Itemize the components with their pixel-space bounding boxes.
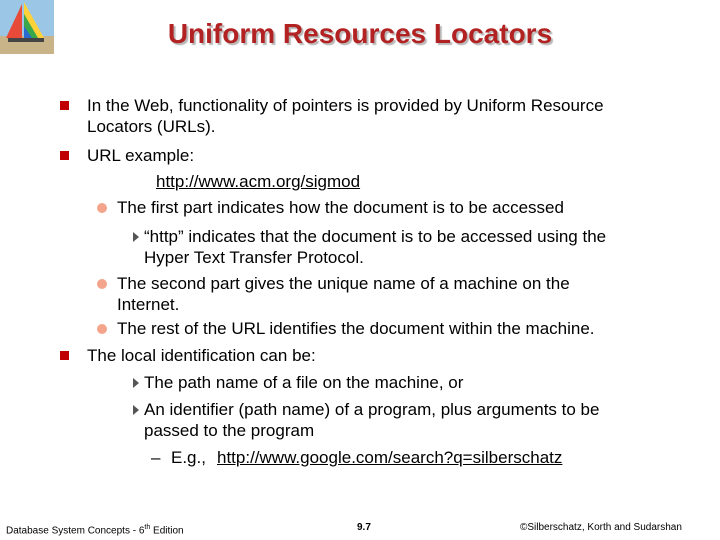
bullet-text: The path name of a file on the machine, or (144, 373, 464, 392)
bullet-text: The local identification can be: (87, 346, 316, 365)
square-bullet-icon (60, 151, 69, 160)
page-title: Uniform Resources Locators (167, 18, 553, 49)
bullet-text: In the Web, functionality of pointers is provided by Uniform Resource (87, 96, 604, 115)
bullet-text: The first part indicates how the document is to be accessed (117, 198, 564, 217)
bullet-text: An identifier (path name) of a program, plus arguments to be (144, 400, 600, 419)
footer-page-number: 9.7 (357, 522, 371, 533)
triangle-bullet-icon (133, 405, 139, 415)
square-bullet-icon (60, 101, 69, 110)
footer-left-sup: th (144, 524, 151, 531)
dash-bullet-icon: – (151, 448, 161, 467)
bullet-text: The second part gives the unique name of a machine on the (117, 274, 570, 293)
bullet-text: “http” indicates that the document is to be accessed using the (144, 227, 607, 246)
circle-bullet-icon (97, 324, 107, 334)
url-example-link[interactable]: http://www.acm.org/sigmod (156, 172, 361, 191)
google-search-link[interactable]: http://www.google.com/search?q=silberschatz (217, 448, 563, 467)
bullet-text: passed to the program (144, 421, 315, 440)
square-bullet-icon (60, 351, 69, 360)
circle-bullet-icon (97, 203, 107, 213)
bullet-text: The rest of the URL identifies the document within the machine. (117, 319, 595, 338)
circle-bullet-icon (97, 279, 107, 289)
bullet-text: URL example: (87, 146, 195, 165)
bullet-text: Internet. (117, 295, 180, 314)
footer-right: ©Silberschatz, Korth and Sudarshan (520, 522, 682, 533)
bullet-text: E.g., (171, 448, 206, 467)
footer-left-edition: Edition (150, 525, 184, 537)
triangle-bullet-icon (133, 232, 139, 242)
bullet-text: Hyper Text Transfer Protocol. (144, 248, 364, 267)
footer-left-text: Database System Concepts - 6 (6, 525, 145, 537)
bullet-text: Locators (URLs). (87, 117, 216, 136)
triangle-bullet-icon (133, 378, 139, 388)
footer-left (6, 522, 184, 537)
